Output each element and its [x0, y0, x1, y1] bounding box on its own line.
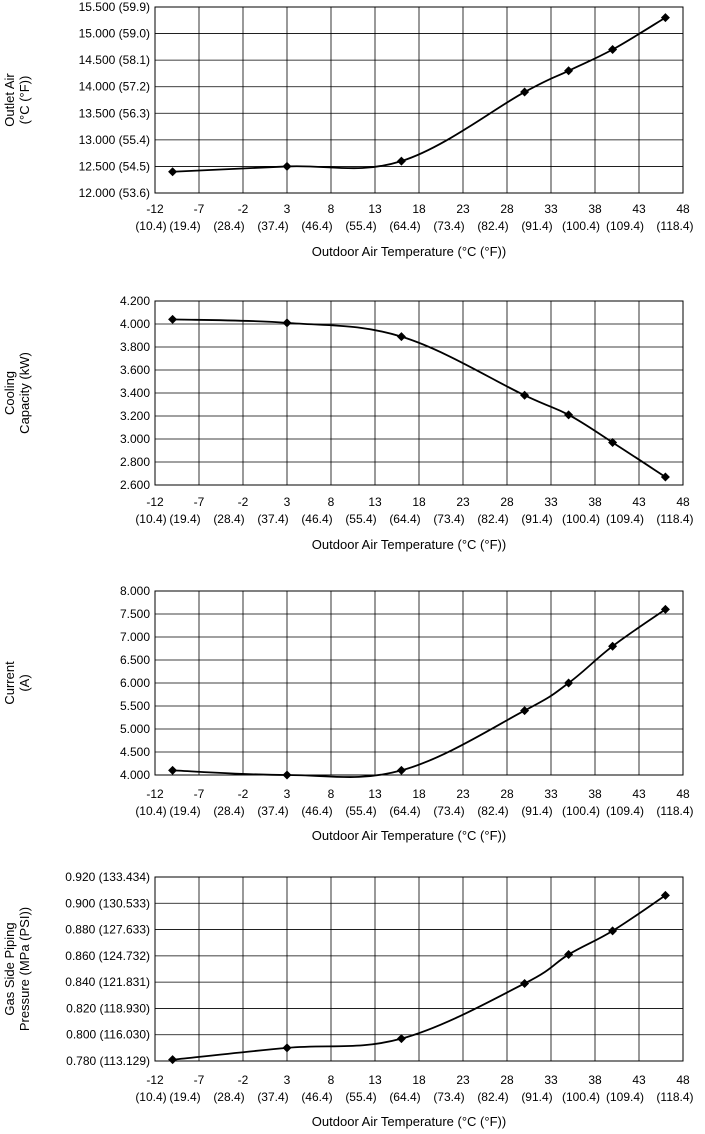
x-tick-label-fahrenheit: (109.4): [605, 219, 645, 233]
y-tick-label: 14.000 (57.2): [78, 79, 150, 94]
x-tick-label-celsius: 28: [500, 1073, 514, 1087]
x-tick-label-celsius: 28: [500, 495, 514, 509]
x-tick-label-fahrenheit: (82.4): [477, 1090, 509, 1104]
y-tick-label: 0.900 (130.533): [65, 896, 150, 911]
x-tick-label-celsius: 28: [500, 787, 514, 801]
x-tick-label-celsius: -2: [237, 1073, 249, 1087]
x-tick-label-celsius: 18: [412, 787, 426, 801]
y-tick-label: 5.500: [119, 699, 150, 713]
x-tick-label-fahrenheit: (10.4): [135, 1090, 167, 1104]
x-tick-label-celsius: 13: [368, 1073, 382, 1087]
y-tick-label: 7.500: [119, 607, 150, 621]
x-tick-label-celsius: -12: [146, 202, 164, 216]
y-tick-label: 0.860 (124.732): [65, 948, 150, 963]
y-axis-label: CoolingCapacity (kW): [2, 352, 32, 434]
y-tick-label: 0.920 (133.434): [65, 870, 150, 884]
y-tick-label: 14.500 (58.1): [78, 53, 150, 68]
x-tick-label-fahrenheit: (100.4): [561, 219, 601, 233]
x-tick-label-fahrenheit: (46.4): [301, 219, 333, 233]
x-tick-label-fahrenheit: (10.4): [135, 804, 167, 818]
x-tick-label-celsius: 43: [632, 202, 646, 216]
x-tick-label-fahrenheit: (73.4): [433, 219, 465, 233]
y-tick-label: 3.000: [119, 432, 150, 446]
x-tick-label-celsius: 8: [327, 1073, 335, 1087]
x-tick-label-fahrenheit: (109.4): [605, 512, 645, 526]
x-tick-label-fahrenheit: (100.4): [561, 1090, 601, 1104]
y-tick-label: 12.000 (53.6): [78, 186, 150, 200]
x-tick-label-celsius: 8: [327, 787, 335, 801]
y-tick-label: 13.000 (55.4): [78, 132, 150, 147]
x-tick-label-fahrenheit: (37.4): [257, 219, 289, 233]
y-tick-label: 0.820 (118.930): [66, 1001, 150, 1016]
x-tick-label-fahrenheit: (10.4): [135, 219, 167, 233]
x-tick-label-celsius: 23: [456, 495, 470, 509]
x-tick-label-celsius: -7: [193, 787, 205, 801]
chart-2: [2, 294, 694, 552]
x-axis-label: Outdoor Air Temperature (°C (°F)): [311, 244, 507, 259]
x-tick-label-fahrenheit: (19.4): [169, 512, 201, 526]
x-tick-label-fahrenheit: (73.4): [433, 512, 465, 526]
x-tick-label-fahrenheit: (55.4): [345, 512, 377, 526]
x-tick-label-fahrenheit: (82.4): [477, 512, 509, 526]
x-tick-label-celsius: 18: [412, 202, 426, 216]
y-tick-label: 15.500 (59.9): [78, 0, 150, 14]
x-tick-label-celsius: 8: [327, 202, 335, 216]
y-tick-label: 4.500: [119, 745, 150, 759]
y-tick-label: 0.800 (116.030): [66, 1027, 150, 1042]
y-axis-label: Gas Side PipingPressure (MPa (PSI)): [2, 906, 32, 1032]
x-tick-label-celsius: -12: [146, 1073, 164, 1087]
x-tick-label-celsius: 48: [676, 787, 690, 801]
x-tick-label-celsius: -2: [237, 202, 249, 216]
x-tick-label-fahrenheit: (28.4): [213, 1090, 245, 1104]
x-tick-label-fahrenheit: (64.4): [389, 219, 421, 233]
x-tick-label-fahrenheit: (100.4): [561, 512, 601, 526]
x-tick-label-fahrenheit: (91.4): [521, 1090, 553, 1104]
x-tick-label-celsius: 38: [588, 202, 602, 216]
x-tick-label-celsius: 33: [544, 1073, 558, 1087]
x-tick-label-celsius: 13: [368, 202, 382, 216]
y-tick-label: 0.780 (113.129): [66, 1054, 150, 1068]
x-tick-label-celsius: 3: [283, 202, 291, 216]
x-tick-label-fahrenheit: (64.4): [389, 804, 421, 818]
x-tick-label-fahrenheit: (19.4): [169, 1090, 201, 1104]
y-tick-label: 4.000: [119, 317, 150, 331]
x-tick-label-fahrenheit: (64.4): [389, 512, 421, 526]
x-tick-label-fahrenheit: (37.4): [257, 1090, 289, 1104]
x-tick-label-fahrenheit: (55.4): [345, 804, 377, 818]
y-tick-label: 4.000: [119, 768, 150, 782]
y-tick-label: 3.200: [119, 409, 150, 423]
x-tick-label-fahrenheit: (55.4): [345, 1090, 377, 1104]
x-tick-label-fahrenheit: (118.4): [656, 1090, 694, 1104]
x-tick-label-celsius: 43: [632, 1073, 646, 1087]
x-tick-label-fahrenheit: (91.4): [521, 512, 553, 526]
x-tick-label-celsius: -2: [237, 787, 249, 801]
y-tick-label: 2.800: [119, 455, 150, 469]
x-tick-label-fahrenheit: (82.4): [477, 219, 509, 233]
y-tick-label: 3.400: [119, 386, 150, 400]
x-tick-label-fahrenheit: (118.4): [656, 219, 694, 233]
y-tick-label: 8.000: [119, 584, 150, 598]
y-tick-label: 3.600: [119, 363, 150, 377]
x-tick-label-fahrenheit: (73.4): [433, 1090, 465, 1104]
x-tick-label-celsius: 3: [283, 495, 291, 509]
x-tick-label-celsius: -7: [193, 1073, 205, 1087]
y-tick-label: 15.000 (59.0): [78, 26, 150, 41]
x-tick-label-fahrenheit: (109.4): [605, 1090, 645, 1104]
x-tick-label-celsius: 33: [544, 495, 558, 509]
x-tick-label-celsius: -2: [237, 495, 249, 509]
chart-4: [2, 870, 694, 1129]
y-tick-label: 5.000: [119, 722, 150, 736]
x-tick-label-celsius: 8: [327, 495, 335, 509]
x-tick-label-fahrenheit: (28.4): [213, 804, 245, 818]
x-tick-label-celsius: 33: [544, 787, 558, 801]
x-tick-label-celsius: 13: [368, 787, 382, 801]
x-tick-label-celsius: 38: [588, 1073, 602, 1087]
x-axis-label: Outdoor Air Temperature (°C (°F)): [311, 828, 507, 843]
x-tick-label-celsius: -7: [193, 495, 205, 509]
x-tick-label-fahrenheit: (55.4): [345, 219, 377, 233]
x-tick-label-fahrenheit: (19.4): [169, 219, 201, 233]
x-tick-label-celsius: 18: [412, 1073, 426, 1087]
y-axis-label: Current(A): [2, 661, 32, 705]
x-tick-label-fahrenheit: (91.4): [521, 804, 553, 818]
x-tick-label-celsius: 48: [676, 1073, 690, 1087]
x-tick-label-celsius: 23: [456, 1073, 470, 1087]
y-tick-label: 13.500 (56.3): [78, 106, 150, 121]
x-tick-label-fahrenheit: (37.4): [257, 512, 289, 526]
y-axis-label: Outlet Air(°C (°F)): [2, 73, 32, 127]
x-tick-label-celsius: -12: [146, 495, 164, 509]
y-tick-label: 6.500: [119, 653, 150, 667]
y-tick-label: 7.000: [119, 630, 150, 644]
x-tick-label-fahrenheit: (19.4): [169, 804, 201, 818]
x-tick-label-fahrenheit: (64.4): [389, 1090, 421, 1104]
x-tick-label-celsius: 38: [588, 787, 602, 801]
x-axis-label: Outdoor Air Temperature (°C (°F)): [311, 1114, 507, 1129]
x-tick-label-celsius: 43: [632, 787, 646, 801]
x-tick-label-fahrenheit: (10.4): [135, 512, 167, 526]
x-tick-label-fahrenheit: (46.4): [301, 512, 333, 526]
x-tick-label-celsius: 38: [588, 495, 602, 509]
x-tick-label-celsius: 18: [412, 495, 426, 509]
x-tick-label-celsius: -7: [193, 202, 205, 216]
x-tick-label-fahrenheit: (118.4): [656, 512, 694, 526]
y-tick-label: 0.880 (127.633): [65, 922, 150, 937]
x-tick-label-fahrenheit: (82.4): [477, 804, 509, 818]
x-tick-label-fahrenheit: (46.4): [301, 1090, 333, 1104]
y-tick-label: 3.800: [119, 340, 150, 354]
x-tick-label-celsius: -12: [146, 787, 164, 801]
y-tick-label: 12.500 (54.5): [78, 159, 150, 174]
x-tick-label-celsius: 13: [368, 495, 382, 509]
x-tick-label-celsius: 48: [676, 202, 690, 216]
x-tick-label-celsius: 48: [676, 495, 690, 509]
x-tick-label-fahrenheit: (28.4): [213, 512, 245, 526]
x-tick-label-fahrenheit: (100.4): [561, 804, 601, 818]
x-tick-label-fahrenheit: (118.4): [656, 804, 694, 818]
chart-1: [2, 0, 694, 259]
x-tick-label-fahrenheit: (46.4): [301, 804, 333, 818]
y-tick-label: 0.840 (121.831): [65, 975, 150, 990]
x-tick-label-celsius: 3: [283, 787, 291, 801]
x-tick-label-celsius: 28: [500, 202, 514, 216]
y-tick-label: 2.600: [119, 478, 150, 492]
x-tick-label-celsius: 23: [456, 787, 470, 801]
x-tick-label-celsius: 43: [632, 495, 646, 509]
x-axis-label: Outdoor Air Temperature (°C (°F)): [311, 537, 507, 552]
chart-3: [2, 584, 694, 843]
x-tick-label-fahrenheit: (37.4): [257, 804, 289, 818]
x-tick-label-fahrenheit: (73.4): [433, 804, 465, 818]
x-tick-label-celsius: 3: [283, 1073, 291, 1087]
x-tick-label-celsius: 23: [456, 202, 470, 216]
x-tick-label-fahrenheit: (109.4): [605, 804, 645, 818]
x-tick-label-fahrenheit: (91.4): [521, 219, 553, 233]
y-tick-label: 6.000: [119, 676, 150, 690]
x-tick-label-fahrenheit: (28.4): [213, 219, 245, 233]
y-tick-label: 4.200: [119, 294, 150, 308]
x-tick-label-celsius: 33: [544, 202, 558, 216]
